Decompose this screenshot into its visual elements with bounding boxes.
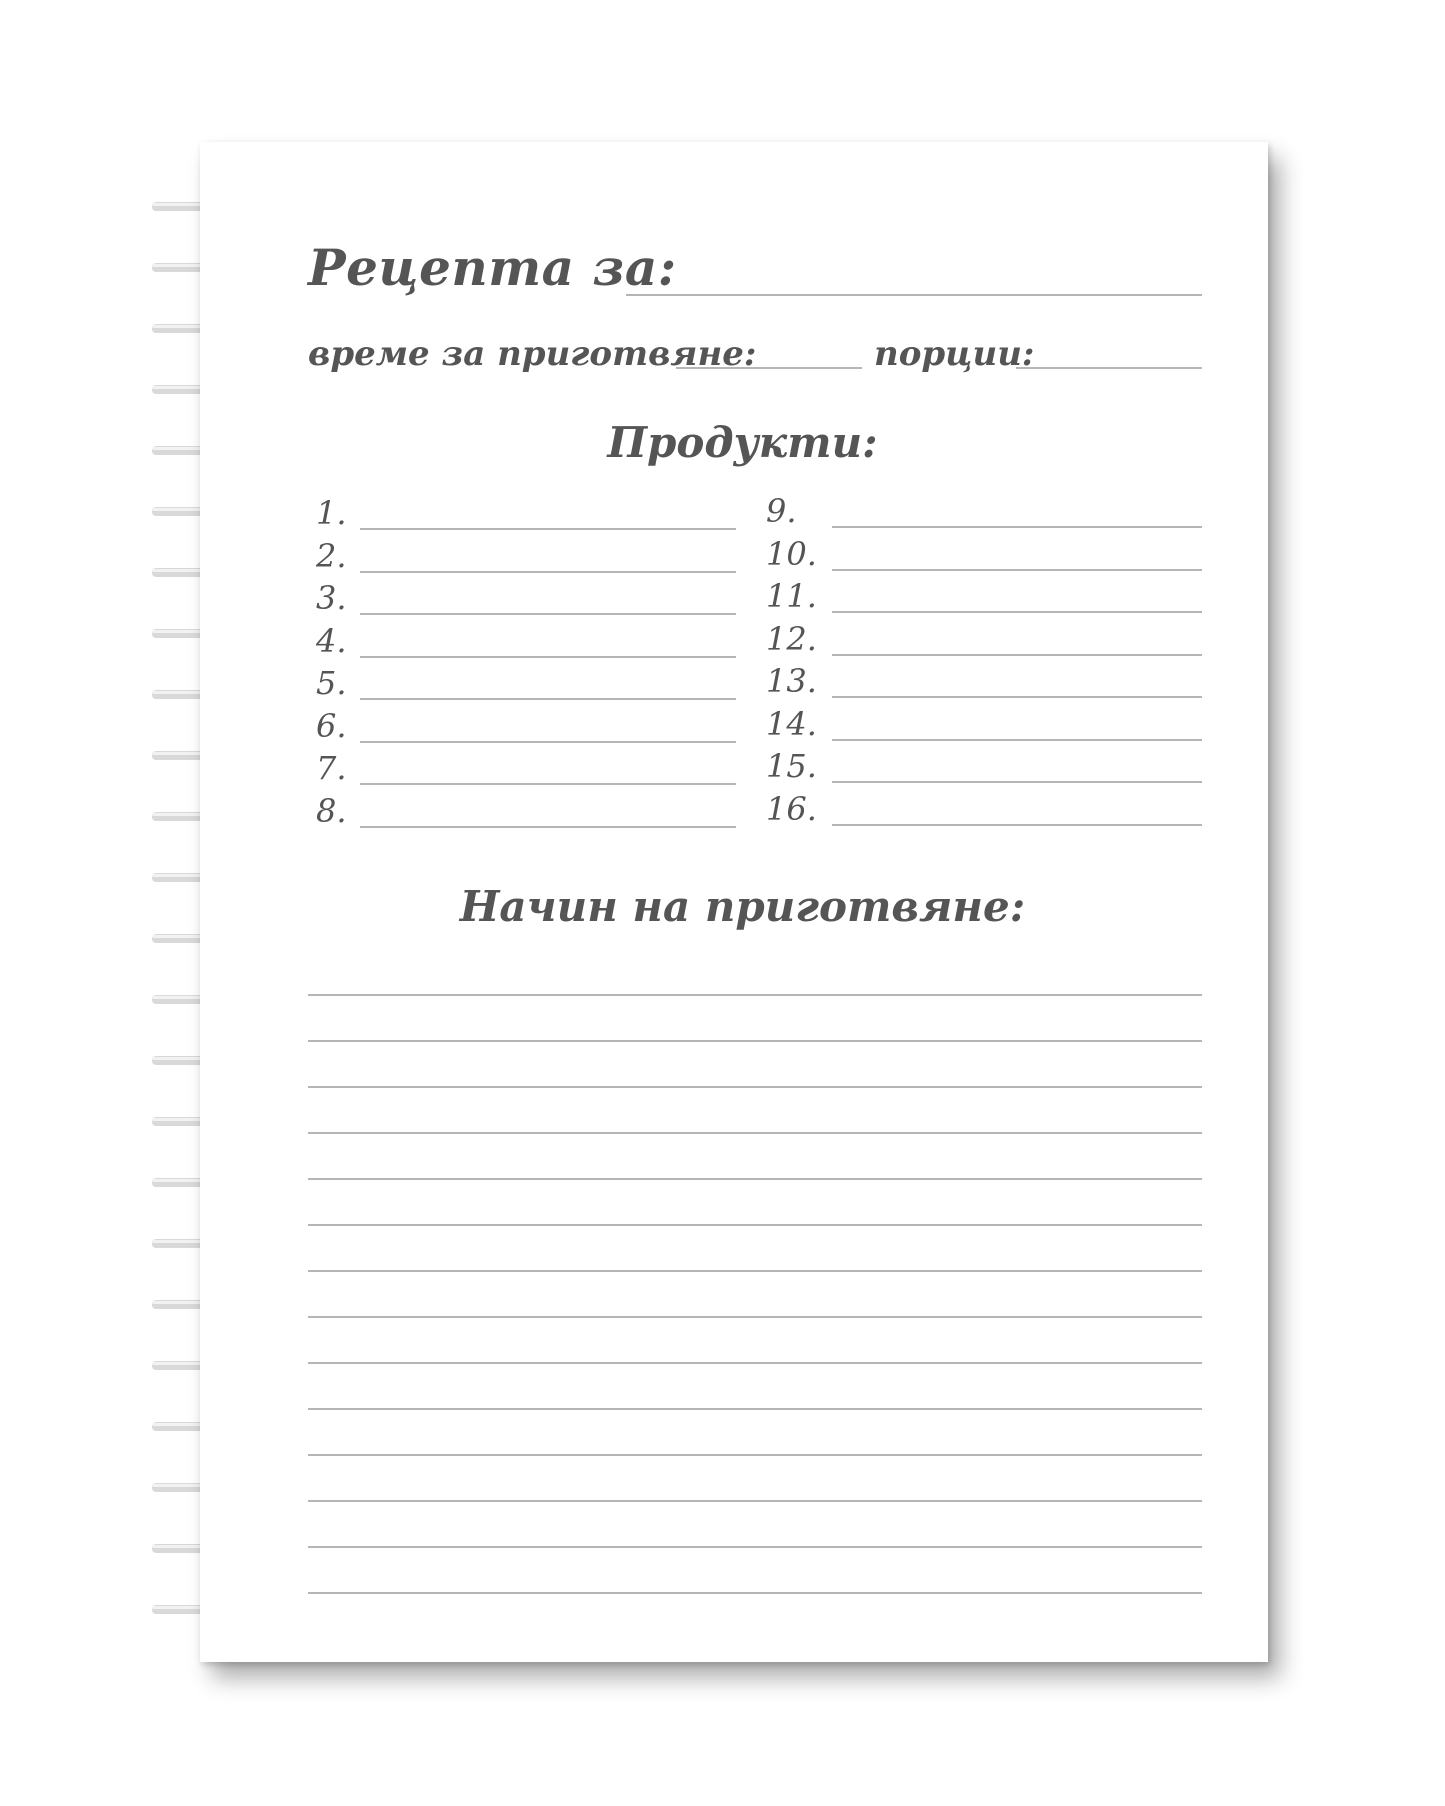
method-line[interactable]: [308, 1040, 1202, 1042]
method-heading: Начин на приготвяне:: [459, 882, 1026, 931]
product-number: 1.: [316, 494, 347, 532]
product-number: 15.: [766, 747, 817, 785]
product-number: 16.: [766, 789, 817, 828]
product-line[interactable]: [832, 739, 1202, 741]
product-line[interactable]: [360, 656, 736, 658]
product-number: 9.: [766, 492, 797, 530]
product-line[interactable]: [360, 741, 736, 743]
product-line[interactable]: [832, 611, 1202, 613]
method-line[interactable]: [308, 1178, 1202, 1180]
product-line[interactable]: [360, 528, 736, 530]
method-line[interactable]: [308, 1546, 1202, 1548]
method-line[interactable]: [308, 1316, 1202, 1318]
product-number: 7.: [316, 749, 347, 787]
product-line[interactable]: [360, 826, 736, 828]
product-line[interactable]: [832, 526, 1202, 528]
products-heading: Продукти:: [607, 418, 878, 467]
product-number: 4.: [316, 621, 347, 660]
method-line[interactable]: [308, 1592, 1202, 1594]
product-line[interactable]: [360, 571, 736, 573]
product-line[interactable]: [832, 569, 1202, 571]
method-line[interactable]: [308, 1132, 1202, 1134]
method-line[interactable]: [308, 994, 1202, 996]
product-number: 14.: [766, 704, 817, 743]
product-number: 11.: [766, 577, 817, 615]
product-number: 6.: [316, 706, 347, 745]
method-line[interactable]: [308, 1408, 1202, 1410]
product-line[interactable]: [360, 613, 736, 615]
product-number: 8.: [316, 791, 347, 830]
product-line[interactable]: [360, 698, 736, 700]
product-number: 10.: [766, 534, 817, 573]
method-line[interactable]: [308, 1362, 1202, 1364]
method-line[interactable]: [308, 1454, 1202, 1456]
recipe-title-line[interactable]: [626, 294, 1202, 296]
recipe-title-label: Рецепта за:: [308, 238, 677, 297]
portions-line[interactable]: [1016, 367, 1202, 369]
method-line[interactable]: [308, 1224, 1202, 1226]
product-line[interactable]: [832, 824, 1202, 826]
prep-time-line[interactable]: [676, 367, 862, 369]
portions-label: порции:: [874, 334, 1035, 374]
product-line[interactable]: [832, 781, 1202, 783]
product-number: 2.: [316, 536, 347, 575]
product-number: 5.: [316, 664, 347, 702]
product-number: 12.: [766, 619, 817, 658]
product-line[interactable]: [832, 654, 1202, 656]
product-number: 3.: [316, 579, 347, 617]
product-number: 13.: [766, 662, 817, 700]
prep-time-label: време за приготвяне:: [308, 334, 757, 374]
method-line[interactable]: [308, 1086, 1202, 1088]
product-line[interactable]: [832, 696, 1202, 698]
method-line[interactable]: [308, 1270, 1202, 1272]
method-line[interactable]: [308, 1500, 1202, 1502]
product-line[interactable]: [360, 783, 736, 785]
